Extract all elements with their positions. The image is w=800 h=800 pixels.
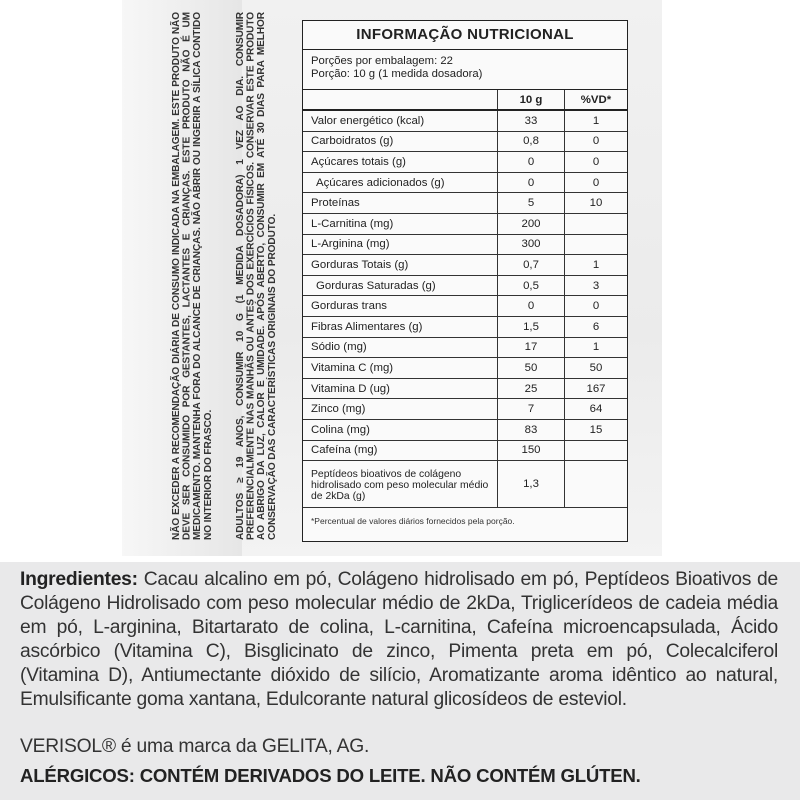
nutrient-amount: 0 xyxy=(498,172,565,193)
ingredients-section xyxy=(0,562,800,800)
ingredients-label: Ingredientes: xyxy=(20,569,138,590)
nutrient-table xyxy=(303,90,627,508)
nutrient-daily-value xyxy=(565,234,628,255)
nutrient-row xyxy=(303,296,627,317)
nutrient-row xyxy=(303,172,627,193)
nutrient-daily-value: 64 xyxy=(565,399,628,420)
allergen-statement: ALÉRGICOS: CONTÉM DERIVADOS DO LEITE. NÃO CONTÉM GLÚTEN. xyxy=(20,765,641,786)
nutrient-name: Proteínas xyxy=(303,193,498,214)
ingredients-paragraph xyxy=(20,568,778,713)
nutrient-daily-value xyxy=(565,440,628,461)
nutrient-amount: 50 xyxy=(498,358,565,379)
nutrient-name: Gorduras Saturadas (g) xyxy=(303,275,498,296)
nutrient-daily-value xyxy=(565,213,628,234)
nutrient-amount: 33 xyxy=(498,110,565,131)
nutrient-daily-value: 1 xyxy=(565,337,628,358)
nutrient-name: Carboidratos (g) xyxy=(303,131,498,152)
nutrient-row xyxy=(303,131,627,152)
nutrition-facts-table xyxy=(302,20,628,542)
nutrient-amount: 300 xyxy=(498,234,565,255)
nutrient-daily-value: 1 xyxy=(565,110,628,131)
nutrient-amount: 0,5 xyxy=(498,275,565,296)
nutrient-amount: 0,7 xyxy=(498,255,565,276)
nutrient-daily-value: 0 xyxy=(565,131,628,152)
nutrient-daily-value: 15 xyxy=(565,419,628,440)
nutrient-amount: 0 xyxy=(498,152,565,173)
nutrient-name: Valor energético (kcal) xyxy=(303,110,498,131)
nutrient-daily-value: 167 xyxy=(565,378,628,399)
nutrient-row xyxy=(303,152,627,173)
header-daily-value: %VD* xyxy=(565,90,628,110)
nutrient-amount: 5 xyxy=(498,193,565,214)
nutrient-daily-value: 0 xyxy=(565,296,628,317)
nutrient-row xyxy=(303,419,627,440)
nutrient-name: L-Carnitina (mg) xyxy=(303,213,498,234)
nutrient-name: Açúcares adicionados (g) xyxy=(303,172,498,193)
nutrient-amount: 0 xyxy=(498,296,565,317)
nutrient-amount: 17 xyxy=(498,337,565,358)
warning-text-column: NÃO EXCEDER A RECOMENDAÇÃO DIÁRIA DE CONSUMO INDICADA NA EMBALAGEM. ESTE PRODUTO NÃO DEVE SER CONSUMIDO POR GESTANTES, LACTANTES E CRIANÇAS. ESTE PRODUTO NÃO É UM MEDICAMENTO. MANTENHA FORA DO ALCANCE DE CRIANÇAS. NÃO ABRIR OU INGERIR A SÍLICA CONTIDO NO INTERIOR DO FRASCO. xyxy=(171,12,214,540)
nutrient-amount: 0,8 xyxy=(498,131,565,152)
nutrient-row xyxy=(303,316,627,337)
nutrient-name: Colina (mg) xyxy=(303,419,498,440)
nutrient-amount: 150 xyxy=(498,440,565,461)
nutrient-amount: 83 xyxy=(498,419,565,440)
nutrient-name: Fibras Alimentares (g) xyxy=(303,316,498,337)
nutrient-row xyxy=(303,110,627,131)
nutrient-row xyxy=(303,234,627,255)
nutrient-row xyxy=(303,358,627,379)
portions-per-package: Porções por embalagem: 22 xyxy=(311,55,453,67)
nutrient-daily-value: 10 xyxy=(565,193,628,214)
nutrient-amount: 1,3 xyxy=(498,461,565,508)
portion-info xyxy=(303,50,627,90)
nutrient-row xyxy=(303,275,627,296)
nutrient-name: Gorduras trans xyxy=(303,296,498,317)
nutrient-row xyxy=(303,440,627,461)
nutrition-title: INFORMAÇÃO NUTRICIONAL xyxy=(303,21,627,50)
nutrient-name: Vitamina D (ug) xyxy=(303,378,498,399)
nutrient-name: Açúcares totais (g) xyxy=(303,152,498,173)
nutrient-name: Gorduras Totais (g) xyxy=(303,255,498,276)
header-amount: 10 g xyxy=(498,90,565,110)
nutrient-amount: 1,5 xyxy=(498,316,565,337)
nutrient-amount: 7 xyxy=(498,399,565,420)
nutrient-daily-value: 3 xyxy=(565,275,628,296)
table-footnote: *Percentual de valores diários fornecidos pela porção. xyxy=(311,516,515,527)
nutrient-row xyxy=(303,213,627,234)
nutrient-row xyxy=(303,255,627,276)
nutrient-name: Peptídeos bioativos de colágeno hidrolisado com peso molecular médio de 2kDa (g) xyxy=(303,461,498,508)
nutrient-name: Sódio (mg) xyxy=(303,337,498,358)
nutrient-daily-value: 6 xyxy=(565,316,628,337)
nutrient-row xyxy=(303,378,627,399)
nutrient-amount: 25 xyxy=(498,378,565,399)
nutrient-daily-value: 0 xyxy=(565,152,628,173)
nutrient-daily-value xyxy=(565,461,628,508)
ingredients-list: Cacau alcalino em pó, Colágeno hidrolisado em pó, Peptídeos Bioativos de Colágeno Hidrolisado com peso molecular médio de 2kDa, Triglicerídeos de cadeia média em pó, L-arginina, Bitartarato de colina, L-carnitina, Cafeína microencapsulada, Ácido ascórbico (Vitamina C), Bisglicinato de zinco, Pimenta preta em pó, Colecalciferol (Vitamina D), Antiumectante dióxido de silício, Aromatizante aroma idêntico ao natural, Emulsificante goma xantana, Edulcorante natural glicosídeos de esteviol. xyxy=(20,569,778,711)
trademark-note: VERISOL® é uma marca da GELITA, AG. xyxy=(20,736,370,757)
header-blank xyxy=(303,90,498,110)
nutrient-name: Vitamina C (mg) xyxy=(303,358,498,379)
table-header-row xyxy=(303,90,627,110)
nutrient-name: Cafeína (mg) xyxy=(303,440,498,461)
nutrient-row xyxy=(303,193,627,214)
nutrient-row xyxy=(303,399,627,420)
nutrient-row xyxy=(303,461,627,508)
usage-text-column: ADULTOS ≥ 19 ANOS, CONSUMIR 10 G (1 MEDIDA DOSADORA) 1 VEZ AO DIA. CONSUMIR PREFERENCIALMENTE NAS MANHÃS OU ANTES DOS EXERCÍCIOS FÍSICOS. CONSERVAR ESTE PRODUTO AO ABRIGO DA LUZ, CALOR E UMIDADE. APÓS ABERTO, CONSUMIR EM ATÉ 30 DIAS PARA MELHOR CONSERVAÇÃO DAS CARACTERÍSTICAS ORIGINAIS DO PRODUTO. xyxy=(235,12,278,540)
portion-size: Porção: 10 g (1 medida dosadora) xyxy=(311,68,483,80)
nutrient-daily-value: 0 xyxy=(565,172,628,193)
nutrient-amount: 200 xyxy=(498,213,565,234)
nutrient-name: Zinco (mg) xyxy=(303,399,498,420)
nutrient-row xyxy=(303,337,627,358)
nutrient-daily-value: 1 xyxy=(565,255,628,276)
nutrient-daily-value: 50 xyxy=(565,358,628,379)
nutrient-name: L-Arginina (mg) xyxy=(303,234,498,255)
